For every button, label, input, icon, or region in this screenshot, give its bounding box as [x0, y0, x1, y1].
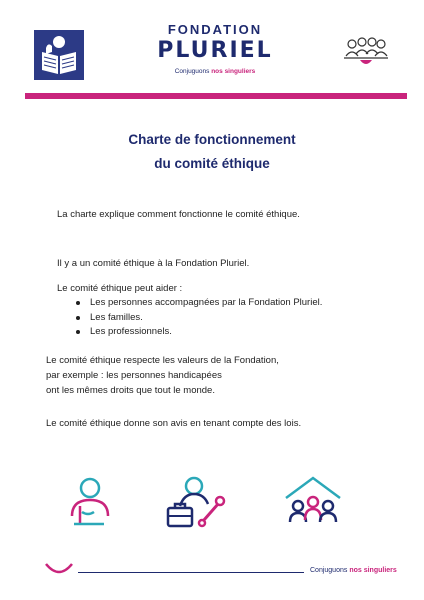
footer-smile-icon: [44, 562, 74, 578]
footer-tagline-accent: nos singuliers: [349, 567, 397, 574]
list-item: Les familles.: [76, 311, 322, 326]
footer-tagline: [310, 567, 397, 574]
brand-tagline-start: Conjuguons: [174, 68, 212, 75]
brand-tagline-accent: nos singuliers: [211, 68, 256, 75]
title-line-1: Charte de fonctionnement: [128, 132, 296, 147]
title-line-2: du comité éthique: [154, 156, 270, 171]
paragraph-intro: La charte explique comment fonctionne le comité éthique.: [57, 209, 300, 220]
professional-toolbox-icon: [164, 476, 226, 530]
easy-to-read-logo-icon: [34, 30, 84, 80]
values-line-2: par exemple : les personnes handicapées: [46, 370, 222, 381]
brand-main: PLURIEL: [157, 38, 273, 63]
footer-tagline-start: Conjuguons: [310, 567, 350, 574]
person-icon: [68, 476, 112, 528]
values-line-3: ont les mêmes droits que tout le monde.: [46, 385, 215, 396]
brand-logo: [140, 22, 290, 75]
brand-tagline: [140, 68, 290, 75]
brand-top: FONDATION: [167, 22, 263, 37]
values-line-1: Le comité éthique respecte les valeurs de la Fondation,: [46, 355, 279, 366]
family-house-icon: [284, 476, 342, 526]
group-people-logo-icon: [342, 36, 390, 68]
paragraph-can-help: Le comité éthique peut aider :: [57, 283, 183, 294]
list-item: Les professionnels.: [76, 325, 322, 340]
paragraph-existence: Il y a un comité éthique à la Fondation Pluriel.: [57, 258, 250, 269]
list-item: Les personnes accompagnées par la Fondation Pluriel.: [76, 296, 322, 311]
page-title: [60, 128, 364, 176]
paragraph-values: [46, 353, 279, 398]
header-divider: [25, 93, 407, 99]
help-list: [76, 296, 322, 340]
paragraph-laws: Le comité éthique donne son avis en tenant compte des lois.: [46, 418, 302, 429]
footer-divider: [78, 572, 304, 573]
